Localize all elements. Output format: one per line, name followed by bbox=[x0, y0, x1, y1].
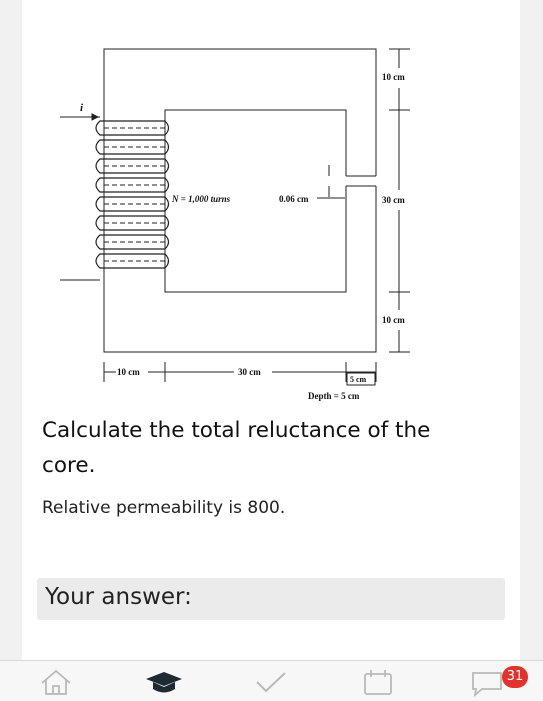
dimension-depth-box: 5 cm bbox=[350, 375, 367, 384]
core-outer-edge bbox=[104, 49, 376, 352]
current-arrow bbox=[72, 114, 98, 120]
depth-label: Depth = 5 cm bbox=[308, 391, 360, 401]
answer-input[interactable]: Your answer: bbox=[37, 578, 505, 620]
chat-icon bbox=[470, 669, 504, 697]
tab-messages[interactable] bbox=[470, 669, 504, 701]
tab-tasks[interactable] bbox=[253, 669, 289, 699]
coil-windings bbox=[96, 121, 169, 268]
current-label: i bbox=[80, 102, 84, 114]
messages-count-badge: 31 bbox=[502, 666, 528, 688]
checkmark-icon bbox=[253, 669, 289, 695]
graduation-cap-icon bbox=[144, 669, 184, 695]
dimension-bottom: 10 cm bbox=[382, 315, 405, 325]
dimension-middle: 30 cm bbox=[382, 195, 405, 205]
tab-courses[interactable] bbox=[144, 669, 184, 699]
question-text: Calculate the total reluctance of the core. bbox=[42, 418, 431, 478]
turns-label: N = 1,000 turns bbox=[172, 194, 231, 204]
home-icon bbox=[38, 669, 74, 695]
question-note: Relative permeability is 800. bbox=[42, 498, 286, 518]
gap-dimension bbox=[317, 165, 345, 198]
bottom-tab-bar bbox=[0, 660, 543, 701]
gap-label: 0.06 cm bbox=[279, 194, 309, 204]
dimension-top: 10 cm bbox=[382, 72, 405, 82]
dimension-center: 30 cm bbox=[238, 367, 261, 377]
dimension-left: 10 cm bbox=[117, 367, 140, 377]
tab-calendar[interactable] bbox=[362, 669, 394, 699]
tab-home[interactable] bbox=[38, 669, 74, 699]
calendar-icon bbox=[362, 669, 394, 695]
